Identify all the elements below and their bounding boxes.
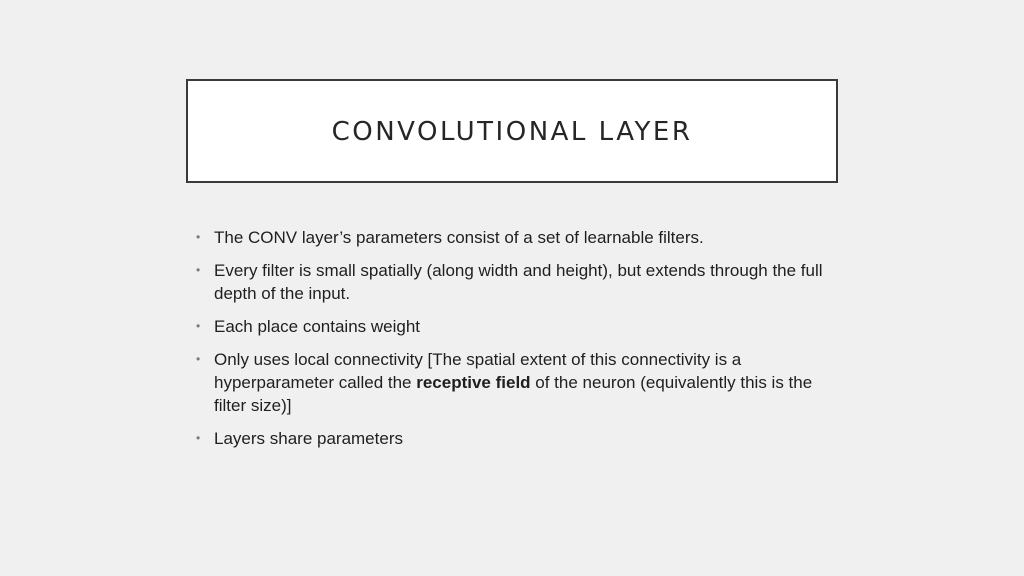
bullet-marker: •: [196, 352, 201, 366]
slide-title: CONVOLUTIONAL LAYER: [331, 117, 693, 147]
bullet-marker: •: [196, 263, 201, 277]
bullet-item-3: [196, 315, 836, 338]
bullet-text: Each place contains weight: [214, 317, 421, 336]
bullet-text: The CONV layer’s parameters consist of a set of learnable filters.: [214, 228, 704, 247]
bullet-text: Layers share parameters: [214, 429, 403, 448]
bullet-text-before: Only uses local connectivity [The spatial extent of this connectivity is a hyperparameter called the: [214, 350, 742, 392]
bullet-item-5: [196, 427, 836, 450]
bullet-item-2: [196, 259, 836, 305]
bullet-text-after: of the neuron (equivalently this is the filter size)]: [214, 373, 813, 415]
bullet-marker: •: [196, 431, 201, 445]
bullet-text: Every filter is small spatially (along width and height), but extends through the full depth of the input.: [214, 261, 823, 303]
bullet-item-1: [196, 226, 836, 249]
bullet-marker: •: [196, 319, 201, 333]
bullet-list: [196, 226, 836, 460]
bullet-emphasis-receptive-field: receptive field: [416, 373, 531, 392]
bullet-item-4: [196, 348, 836, 417]
bullet-marker: •: [196, 230, 201, 244]
title-box: [186, 79, 838, 183]
